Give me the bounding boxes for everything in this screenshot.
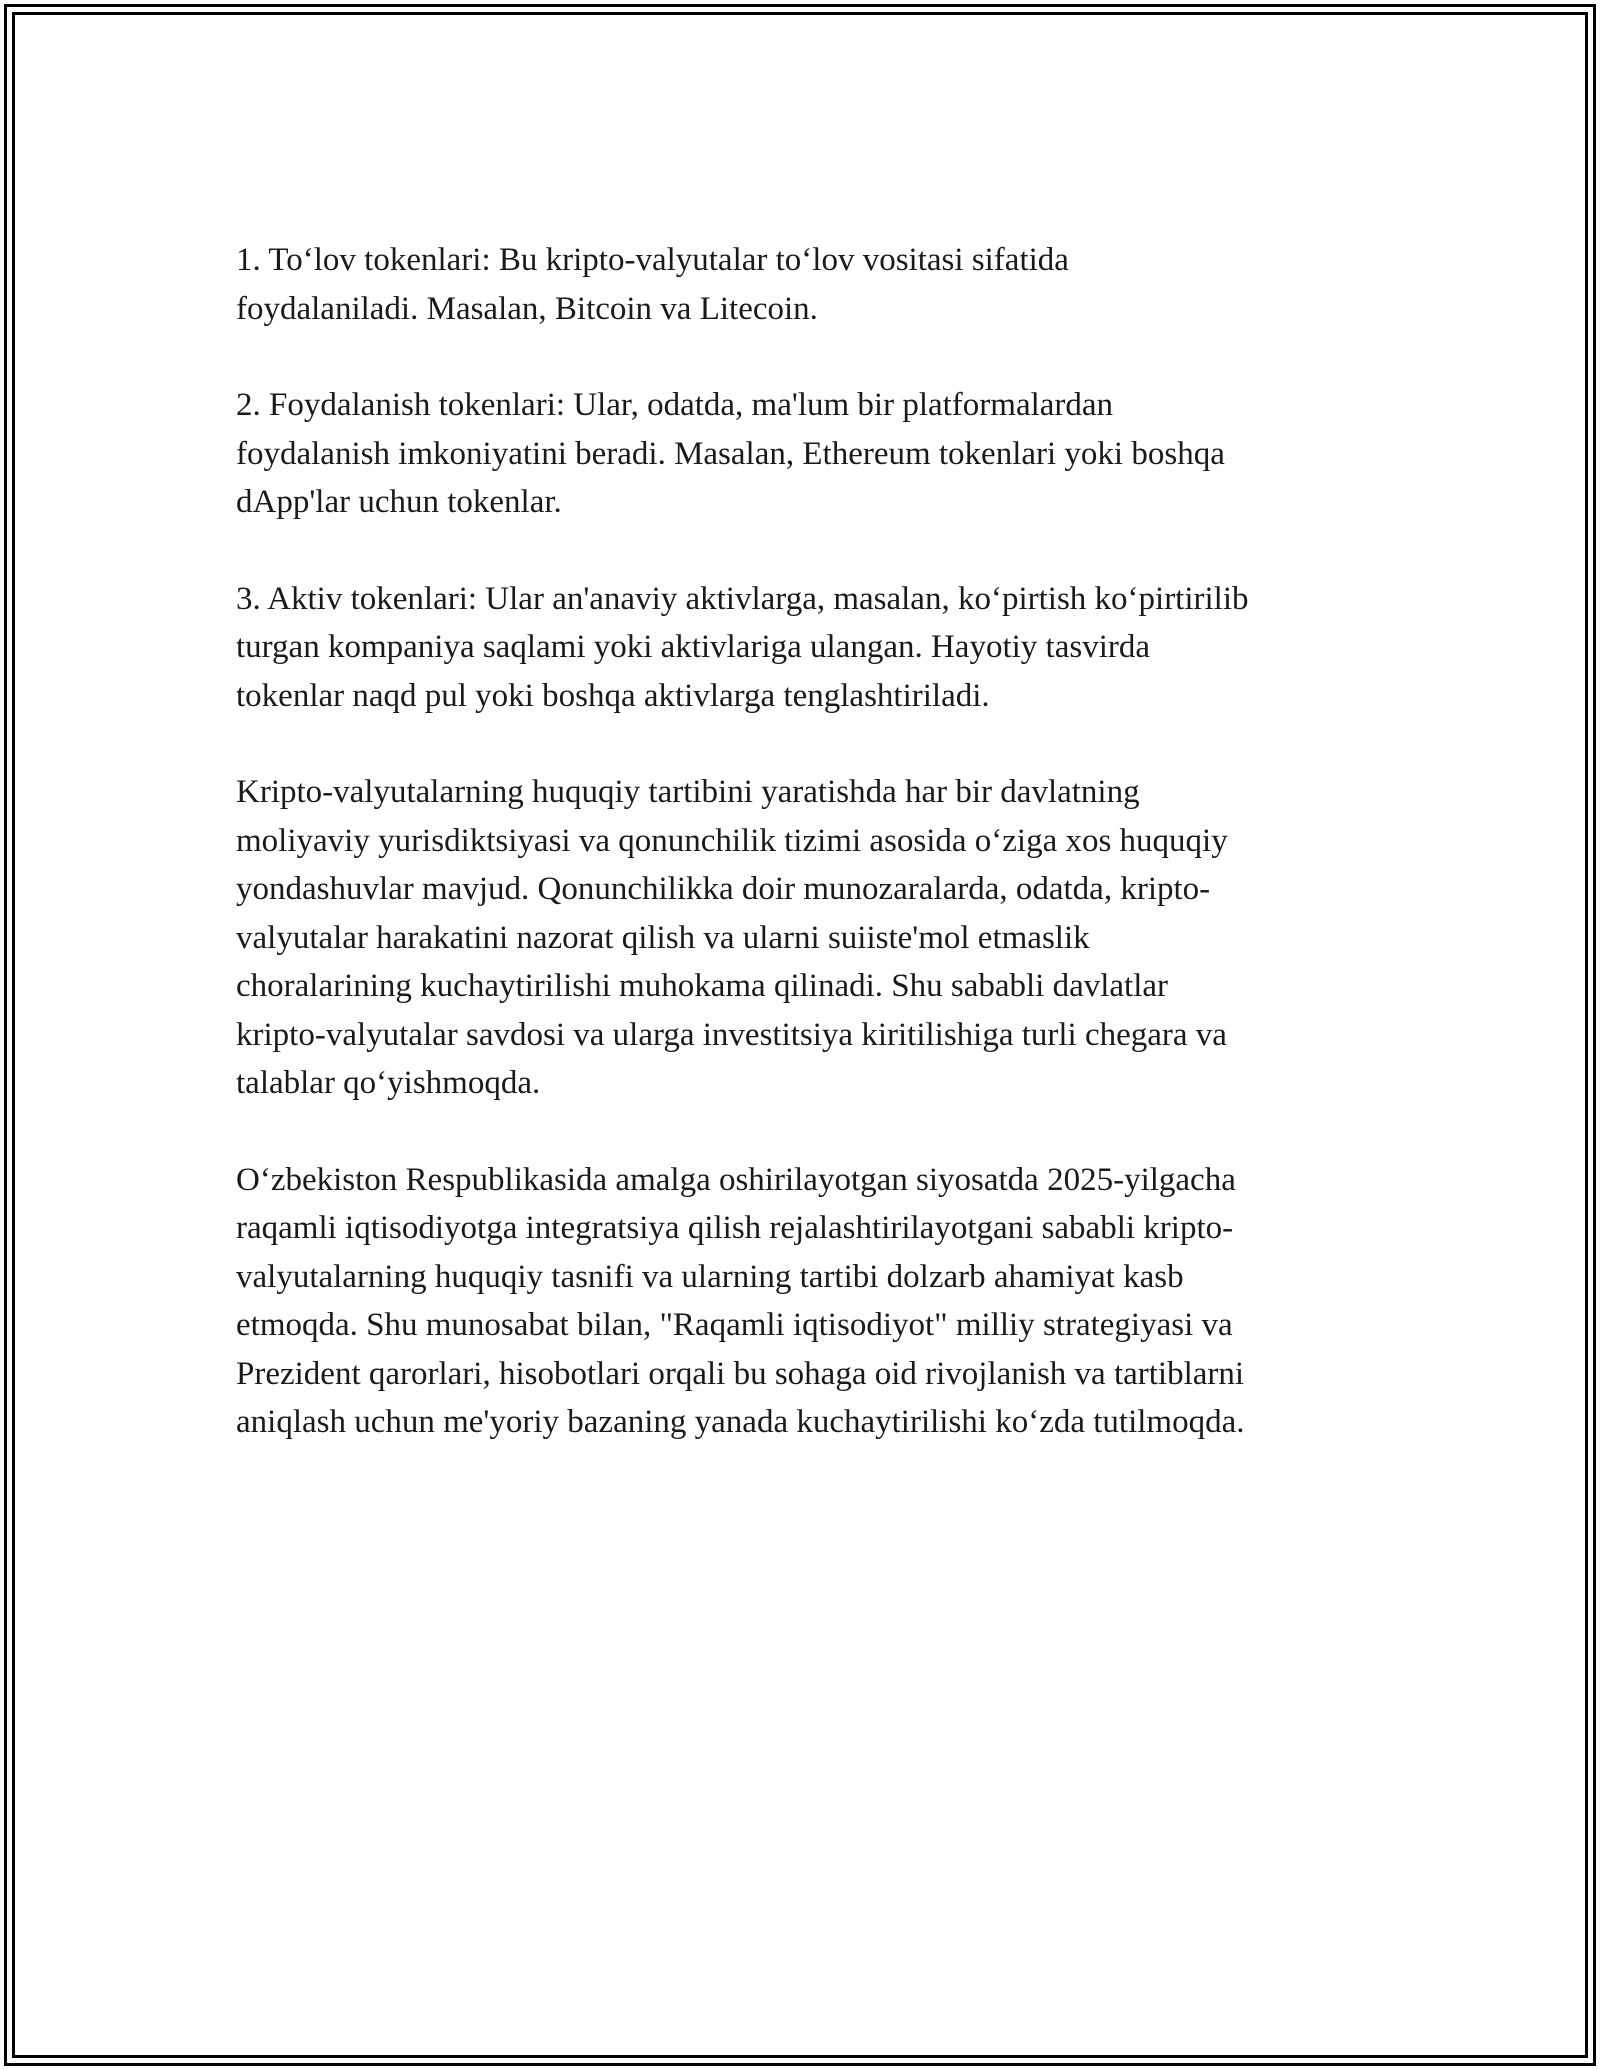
paragraph-utility-tokens: 2. Foydalanish tokenlari: Ular, odatda, ma'lum bir platformalardan foydalanish imkoniyatini beradi. Masalan, Ethereum tokenlari yoki boshqa dApp'lar uchun tokenlar.: [236, 387, 1225, 520]
paragraph-asset-tokens: 3. Aktiv tokenlari: Ular an'anaviy aktivlarga, masalan, ko‘pirtish ko‘pirtirilib turgan kompaniya saqlami yoki aktivlariga ulangan. Hayotiy tasvirda tokenlar naqd pul yoki boshqa aktivlarga tenglashtiriladi.: [236, 580, 1249, 714]
paragraph-legal-regime: Kripto-valyutalarning huquqiy tartibini yaratishda har bir davlatning moliyaviy yurisdiktsiyasi va qonunchilik tizimi asosida o‘ziga xos huquqiy yondashuvlar mavjud. Qonunchilikka doir munozaralarda, odatda, kripto- valyutalar harakatini nazorat qilish va ularni suiiste'mol etmaslik choralarining kuchaytirilishi muhokama qilinadi. Shu sababli davlatlar kripto-valyutalar savdosi va ularga investitsiya kiritilishiga turli chegara va talablar qo‘yishmoqda.: [236, 774, 1228, 1101]
document-body: [236, 236, 1376, 1447]
paragraph-payment-tokens: 1. To‘lov tokenlari: Bu kripto-valyutalar to‘lov vositasi sifatida foydalaniladi. Masalan, Bitcoin va Litecoin.: [236, 242, 1069, 327]
paragraph-uzbekistan-policy: O‘zbekiston Respublikasida amalga oshirilayotgan siyosatda 2025-yilgacha raqamli iqtisodiyotga integratsiya qilish rejalashtirilayotgani sababli kripto- valyutalarning huquqiy tasnifi va ularning tartibi dolzarb ahamiyat kasb etmoqda. Shu munosabat bilan, "Raqamli iqtisodiyot" milliy strategiyasi va Prezident qarorlari, hisobotlari orqali bu sohaga oid rivojlanish va tartiblarni aniqlash uchun me'yoriy bazaning yanada kuchaytirilishi ko‘zda tutilmoqda.: [236, 1161, 1245, 1440]
